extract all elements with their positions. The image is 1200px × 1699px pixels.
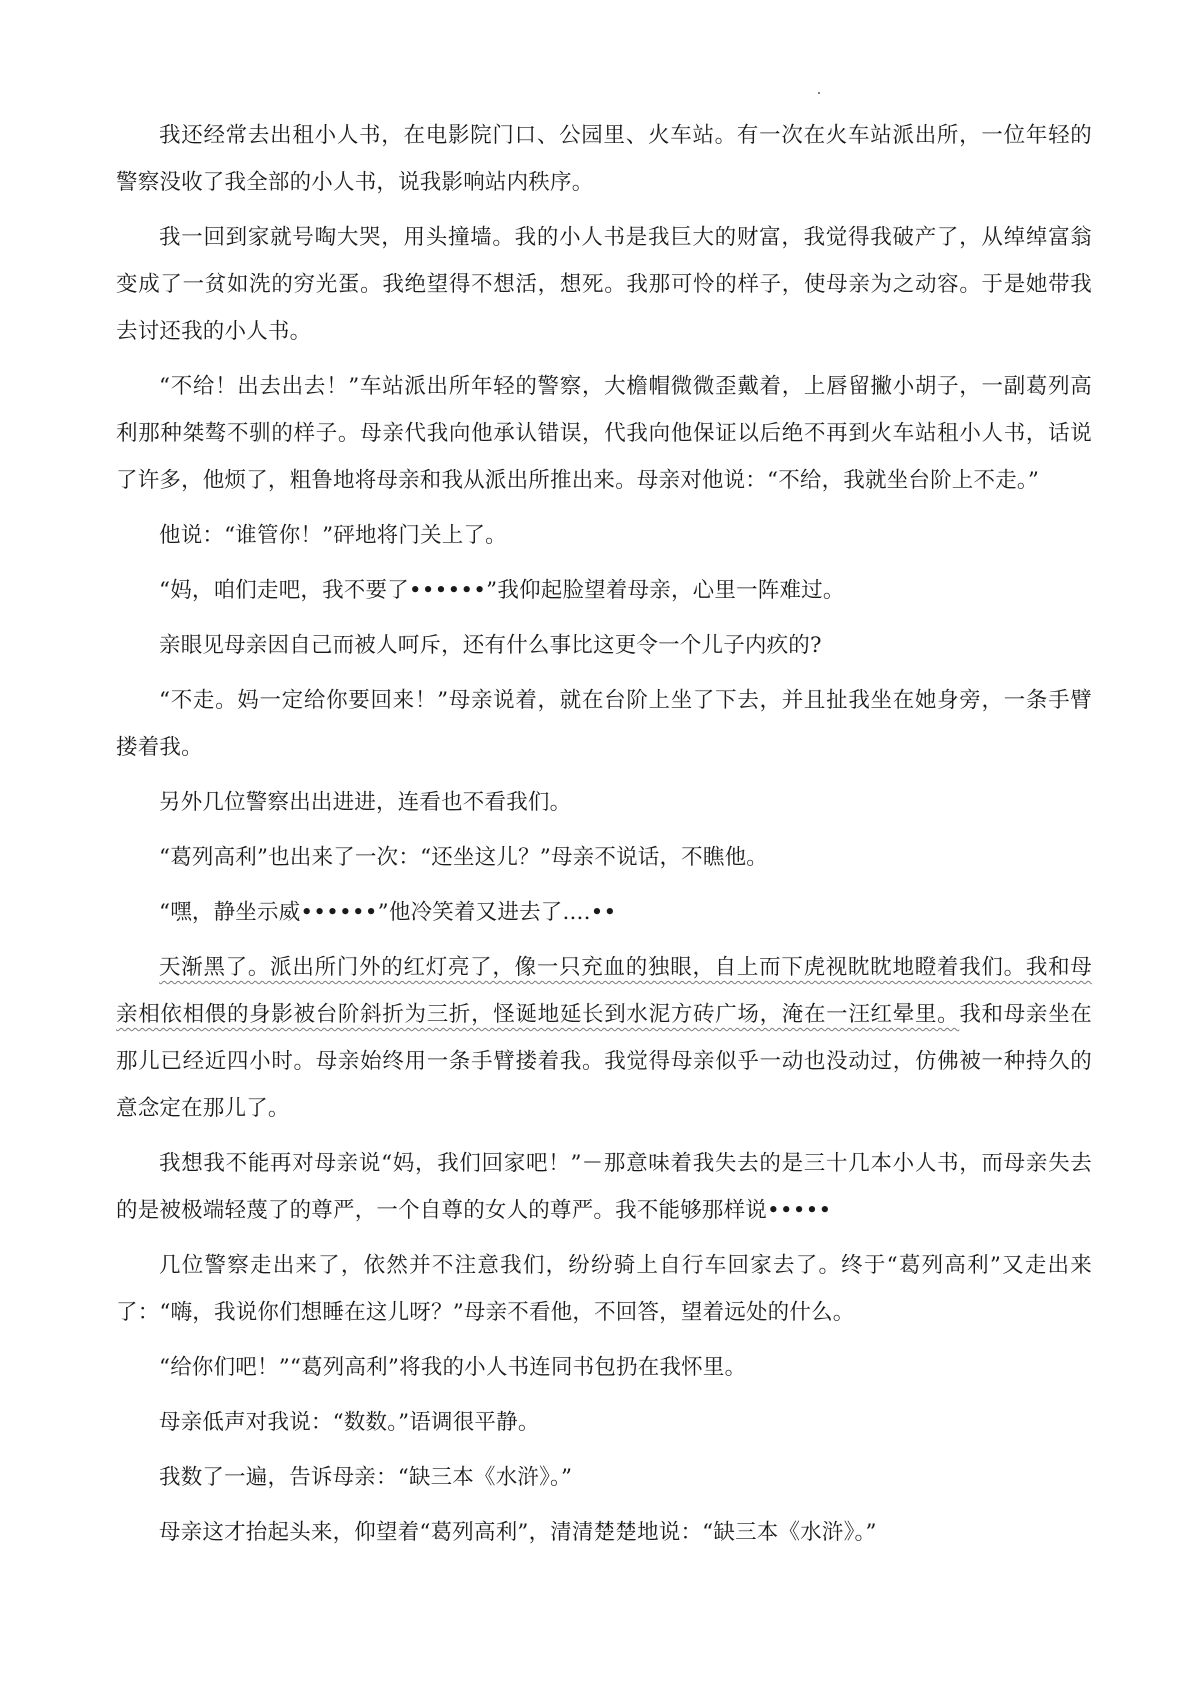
- paragraph-text: 我还经常去出租小人书，在电影院门口、公园里、火车站。有一次在火车站派出所，一位年轻的警察没收了我全部的小人书，说我影响站内秩序。: [116, 123, 1092, 195]
- paragraph-text: 亲眼见母亲因自己而被人呵斥，还有什么事比这更令一个儿子内疚的?: [159, 633, 822, 658]
- paragraph: [116, 363, 1092, 504]
- paragraph-text: 我想我不能再对母亲说“妈，我们回家吧！”－那意味着我失去的是三十几本小人书，而母亲失去的是被极端轻蔑了的尊严，一个自尊的女人的尊严。我不能够那样说•••••: [116, 1151, 1092, 1223]
- stray-dot: [818, 92, 820, 94]
- paragraph: [116, 1344, 1092, 1391]
- paragraph: [116, 1454, 1092, 1501]
- paragraph: [116, 677, 1092, 771]
- paragraph: [116, 944, 1092, 1132]
- paragraph-text: “嘿，静坐示威••••••”他冷笑着又进去了....••: [159, 900, 617, 925]
- paragraph-text: “不给！出去出去！”车站派出所年轻的警察，大檐帽微微歪戴着，上唇留撇小胡子，一副葛列高利那种桀骜不驯的样子。母亲代我向他承认错误，代我向他保证以后绝不再到火车站租小人书，话说了许多，他烦了，粗鲁地将母亲和我从派出所推出来。母亲对他说：“不给，我就坐台阶上不走。”: [116, 374, 1092, 493]
- paragraph: [116, 512, 1092, 559]
- paragraph: [116, 834, 1092, 881]
- paragraph-text: “不走。妈一定给你要回来！”母亲说着，就在台阶上坐了下去，并且扯我坐在她身旁，一条手臂搂着我。: [116, 688, 1092, 760]
- document-body: [116, 112, 1092, 1564]
- paragraph-text: 我和母亲坐在那儿已经近四小时。母亲始终用一条手臂搂着我。我觉得母亲似乎一动也没动过，仿佛被一种持久的意念定在那儿了。: [116, 1002, 1092, 1121]
- paragraph-text: 我数了一遍，告诉母亲：“缺三本《水浒》。”: [159, 1465, 573, 1490]
- paragraph: [116, 622, 1092, 669]
- paragraph-text: “给你们吧！”“葛列高利”将我的小人书连同书包扔在我怀里。: [159, 1355, 747, 1380]
- paragraph-text: 另外几位警察出出进进，连看也不看我们。: [159, 790, 572, 815]
- paragraph: [116, 112, 1092, 206]
- paragraph-text: 母亲这才抬起头来，仰望着“葛列高利”，清清楚楚地说：“缺三本《水浒》。”: [159, 1520, 877, 1545]
- paragraph-text: 几位警察走出来了，依然并不注意我们，纷纷骑上自行车回家去了。终于“葛列高利”又走出来了：“嗨，我说你们想睡在这儿呀？”母亲不看他，不回答，望着远处的什么。: [116, 1253, 1092, 1325]
- paragraph-text: “妈，咱们走吧，我不要了••••••”我仰起脸望着母亲，心里一阵难过。: [159, 578, 845, 603]
- paragraph: [116, 1399, 1092, 1446]
- paragraph-text: “葛列高利”也出来了一次：“还坐这儿？”母亲不说话，不瞧他。: [159, 845, 768, 870]
- paragraph: [116, 1509, 1092, 1556]
- paragraph: [116, 567, 1092, 614]
- paragraph: [116, 779, 1092, 826]
- paragraph: [116, 1140, 1092, 1234]
- paragraph-text: 母亲低声对我说：“数数。”语调很平静。: [159, 1410, 540, 1435]
- paragraph: [116, 214, 1092, 355]
- paragraph: [116, 1242, 1092, 1336]
- paragraph: [116, 889, 1092, 936]
- underlined-passage: 天渐黑了。派出所门外的红灯亮了，像一只充血的独眼，自上而下虎视眈眈地瞪着我们。我和母亲相依相偎的身影被台阶斜折为三折，怪诞地延长到水泥方砖广场，淹在一汪红晕里。: [116, 955, 1092, 1027]
- paragraph-text: 我一回到家就号啕大哭，用头撞墙。我的小人书是我巨大的财富，我觉得我破产了，从绰绰富翁变成了一贫如洗的穷光蛋。我绝望得不想活，想死。我那可怜的样子，使母亲为之动容。于是她带我去讨还我的小人书。: [116, 225, 1092, 344]
- paragraph-text: 他说：“谁管你！”砰地将门关上了。: [159, 523, 507, 548]
